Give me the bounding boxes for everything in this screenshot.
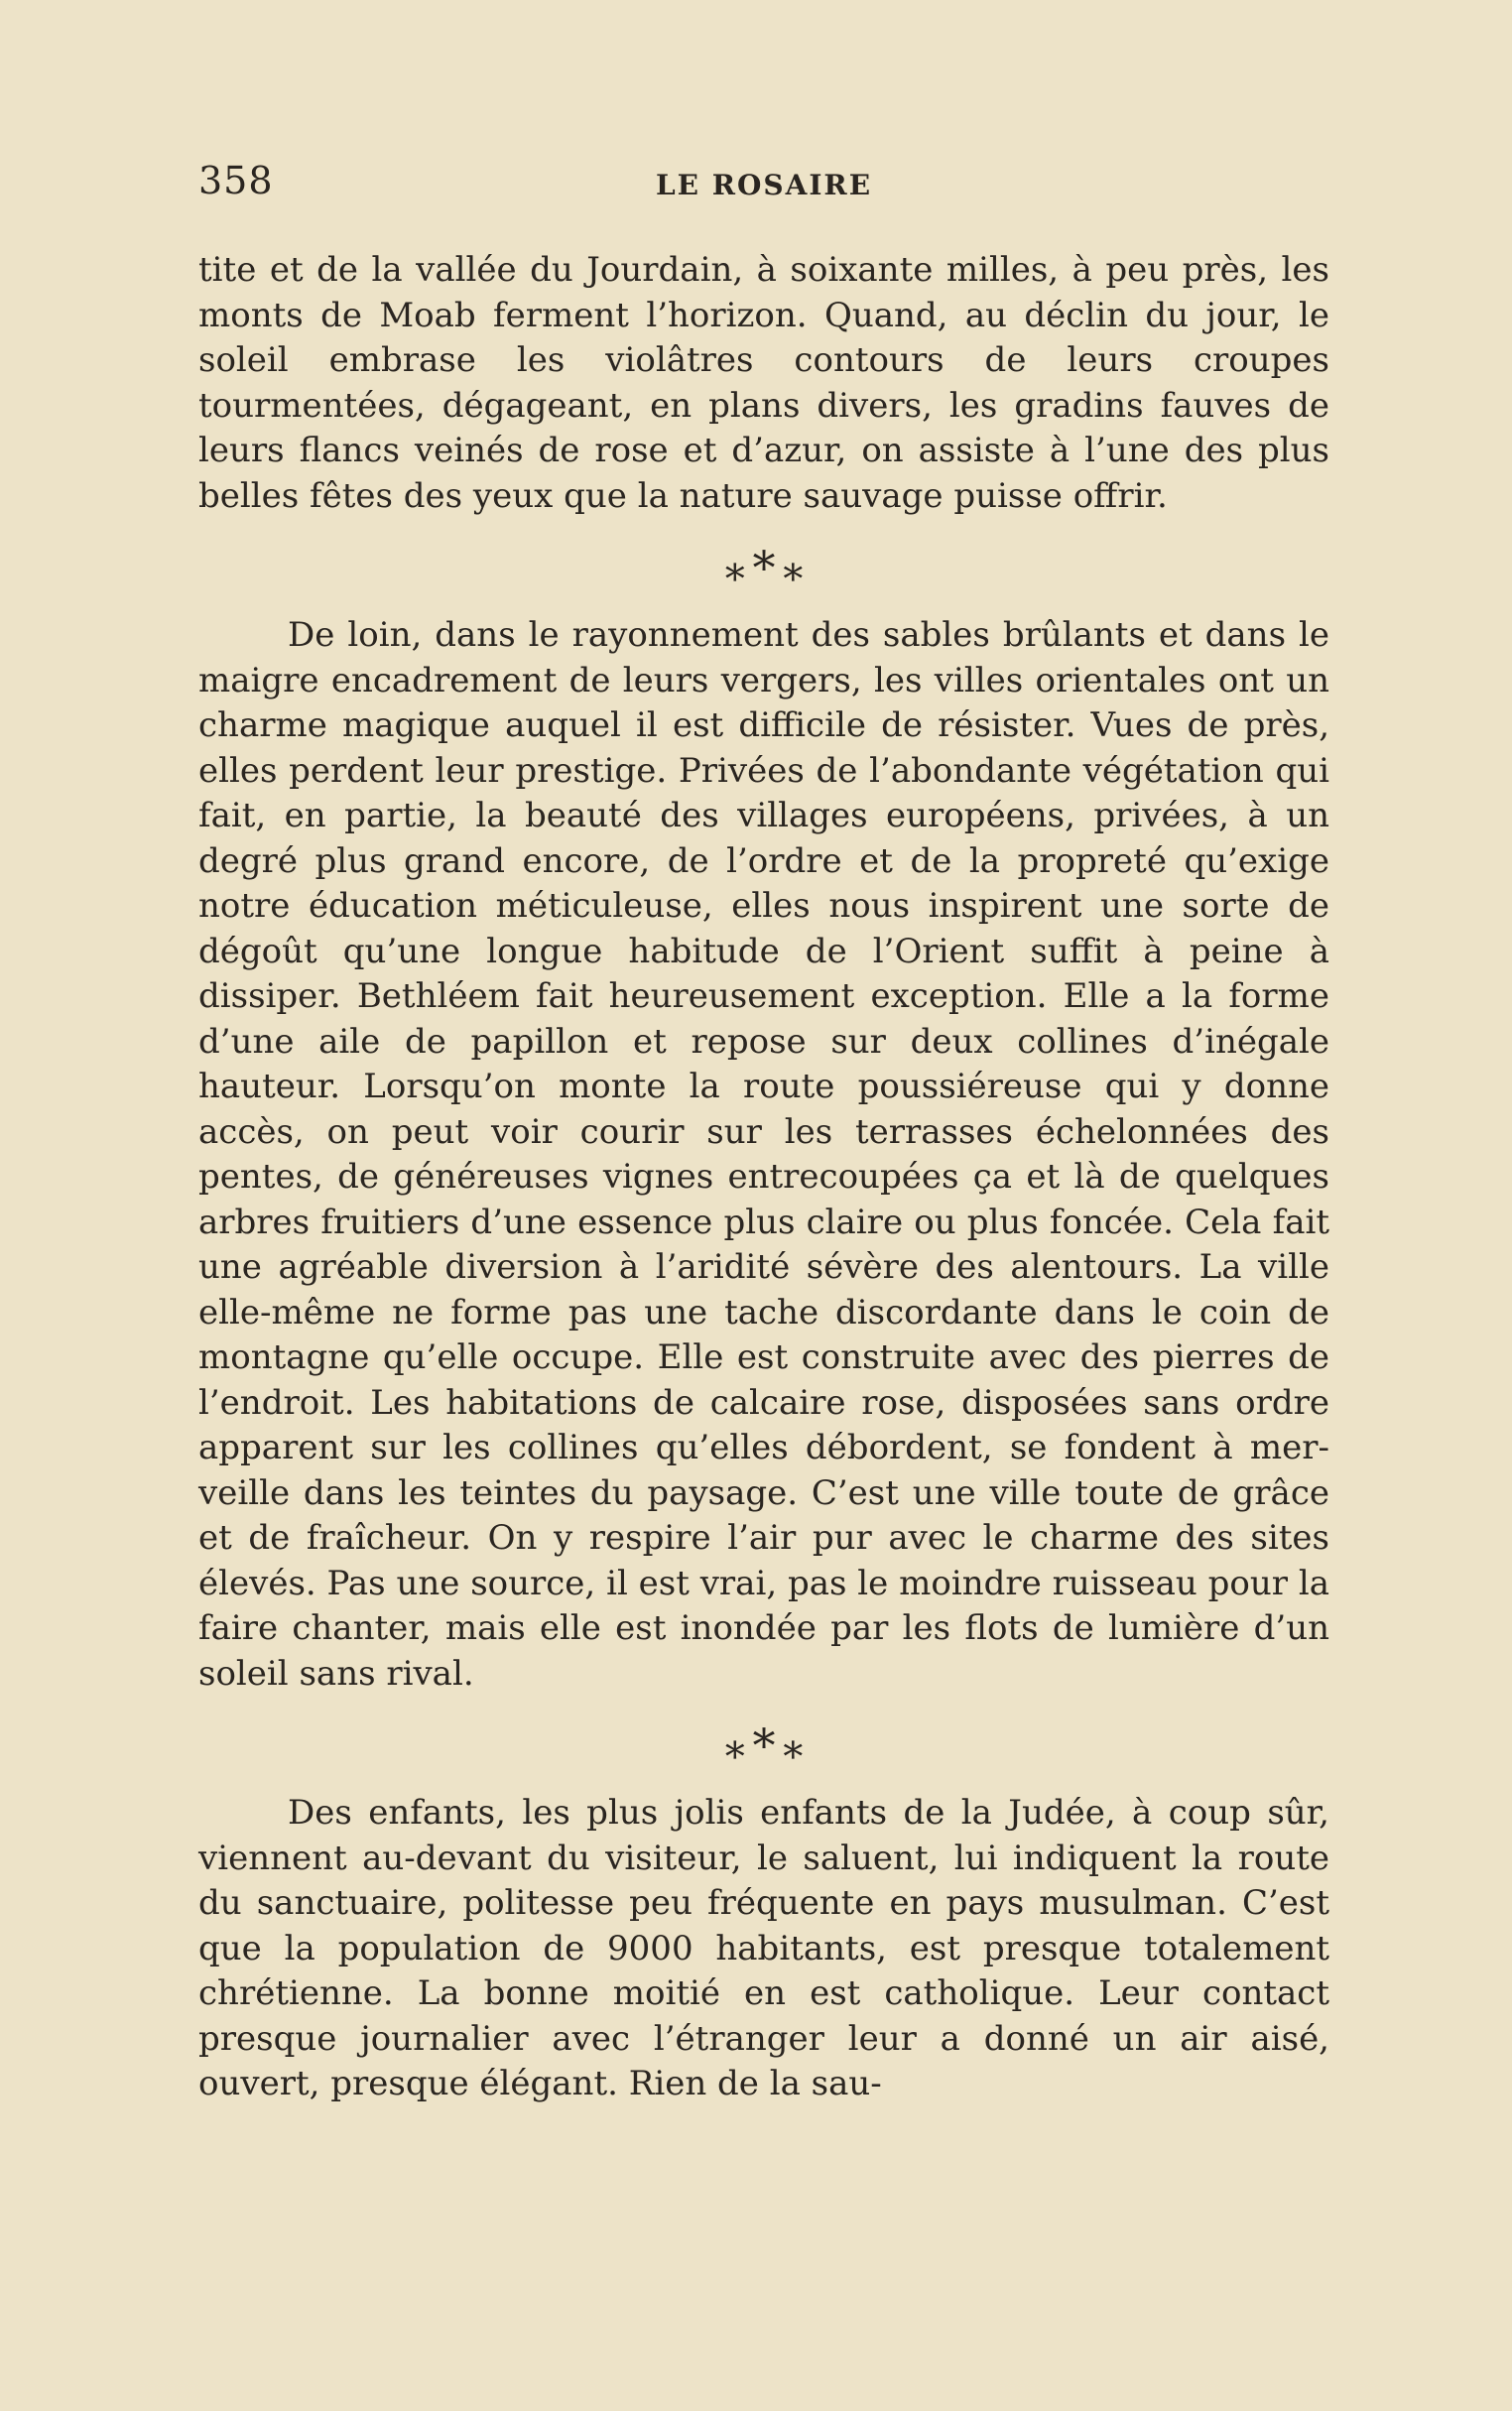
section-separator-1 xyxy=(198,532,1329,594)
page-number: 358 xyxy=(198,159,274,202)
paragraph-1: tite et de la vallée du Jourdain, à soixante milles, à peu près, les monts de Moab ferment l’horizon. Quand, au déclin du jour, le soleil embrase les violâtres contours de leurs croupes tourmentées, dégageant, en plans divers, les gradins fauves de leurs flancs veinés de rose et d’azur, on assiste à l’une des plus belles fêtes des yeux que la nature sauvage puisse offrir. xyxy=(198,250,1329,516)
paragraph-3: Des enfants, les plus jolis enfants de la Judée, à coup sûr, viennent au-devant du visiteur, le saluent, lui indiquent la route du sanctuaire, politesse peu fréquente en pays musulman. C’est que la population de 9000 habitants, est presque totalement chrétienne. La bonne moitié en est catholique. Leur contact presque journalier avec l’étranger leur a donné un air aisé, ouvert, presque élégant. Rien de la sau- xyxy=(198,1793,1329,2103)
separator-asterisk-icon: ∗ xyxy=(748,532,780,585)
page-header xyxy=(198,159,1329,218)
paragraph-2: De loin, dans le rayonnement des sables brûlants et dans le maigre encadrement de leurs vergers, les villes orientales ont un charme magique auquel il est difficile de résister. Vues de près, elles perdent leur prestige. Privées de l’abondante végétation qui fait, en partie, la beauté des villages européens, privées, à un degré plus grand encore, de l’ordre et de la propreté qu’exige notre éducation méticuleuse, elles nous inspirent une sorte de dégoût qu’une longue habitude de l’Orient suffit à peine à dissiper. Bethléem fait heureusement exception. Elle a la forme d’une aile de papillon et repose sur deux collines d’inégale hauteur. Lorsqu’on monte la route poussiéreuse qui y donne accès, on peut voir courir sur les terrasses échelonnées des pentes, de généreuses vignes entrecoupées ça et là de quelques arbres fruitiers d’une essence plus claire ou plus foncée. Cela fait une agréable diversion à l’aridité sévère des alentours. La ville elle-même ne forme pas une tache discordante dans le coin de montagne qu’elle occupe. Elle est construite avec des pierres de l’endroit. Les habitations de calcaire rose, disposées sans ordre apparent sur les collines qu’elles débordent, se fondent à merveille dans les teintes du paysage. C’est une ville toute de grâce et de fraîcheur. On y respire l’air pur avec le charme des sites élevés. Pas une source, il est vrai, pas le moindre ruisseau pour la faire chanter, mais elle est inondée par les flots de lumière d’un soleil sans rival. xyxy=(198,615,1329,1694)
separator-asterisk-icon: ∗ xyxy=(779,1726,807,1772)
section-separator-2 xyxy=(198,1710,1329,1772)
running-head: LE ROSAIRE xyxy=(655,169,873,201)
body-text xyxy=(198,248,1329,2107)
separator-asterisk-icon: ∗ xyxy=(748,1710,780,1763)
separator-asterisk-icon: ∗ xyxy=(779,549,807,594)
separator-asterisk-icon: ∗ xyxy=(721,549,749,594)
separator-asterisk-icon: ∗ xyxy=(721,1726,749,1772)
